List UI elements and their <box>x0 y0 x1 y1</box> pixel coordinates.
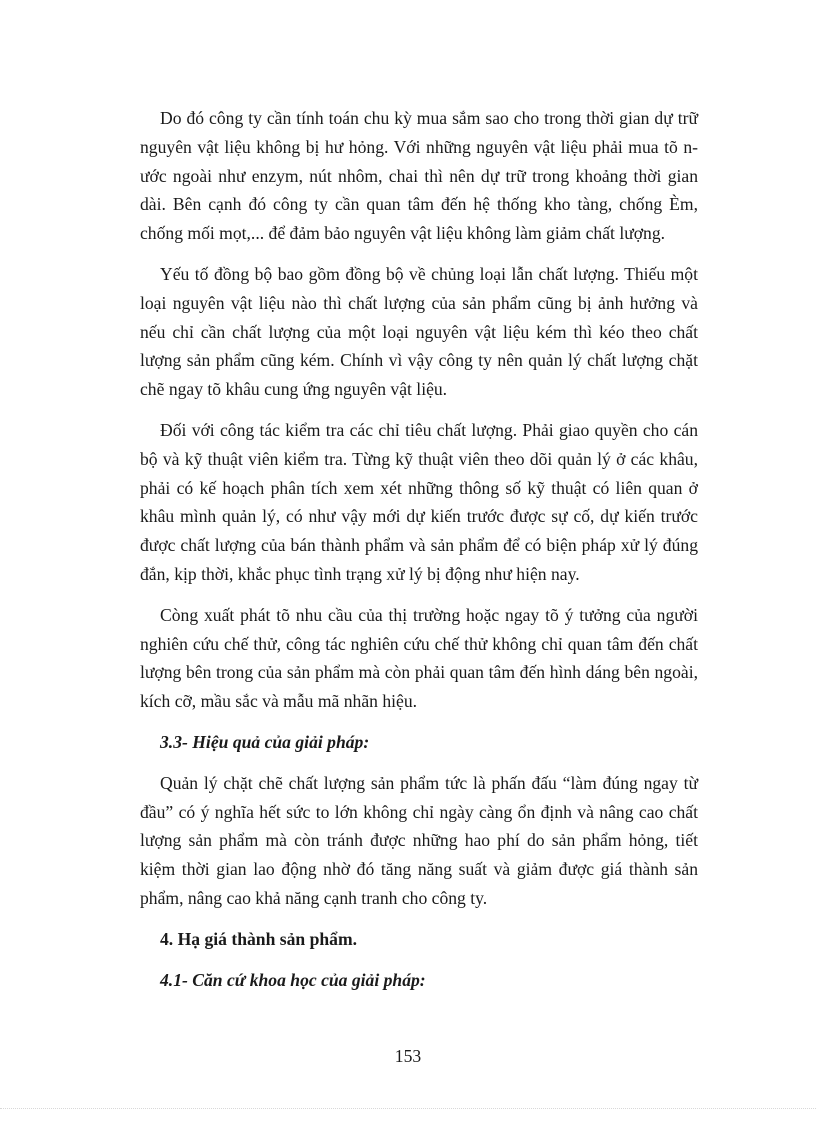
paragraph-quality-inspection: Đối với công tác kiểm tra các chỉ tiêu chất lượng. Phải giao quyền cho cán bộ và kỹ thuật viên kiểm tra. Từng kỹ thuật viên theo dõi quản lý ở các khâu, phải có kế hoạch phân tích xem xét những thông số kỹ thuật có liên quan ở khâu mình quản lý, có như vậy mới dự kiến trước được sự cố, dự kiến trước được chất lượng của bán thành phẩm và sản phẩm để có biện pháp xử lý đúng đắn, kịp thời, khắc phục tình trạng xử lý bị động như hiện nay. <box>140 419 698 584</box>
paragraph-solution-effectiveness: Quản lý chặt chẽ chất lượng sản phẩm tức là phấn đấu “làm đúng ngay từ đầu” có ý nghĩa hết sức to lớn không chỉ ngày càng ổn định và nâng cao chất lượng sản phẩm mà còn tránh được những hao phí do sản phẩm hỏng, tiết kiệm thời gian lao động nhờ đó tăng năng suất và giảm được giá thành sản phẩm, nâng cao khả năng cạnh tranh cho công ty. <box>140 772 698 908</box>
page-body <box>140 104 698 1006</box>
section-4-1-heading: 4.1- Căn cứ khoa học của giải pháp: <box>160 969 426 990</box>
paragraph-product-research: Còng xuất phát tõ nhu cầu của thị trường hoặc ngay tõ ý tưởng của người nghiên cứu chế thử, công tác nghiên cứu chế thử không chỉ quan tâm đến chất lượng bên trong của sản phẩm mà còn phải quan tâm đến hình dáng bên ngoài, kích cỡ, mầu sắc và mẫu mã nhãn hiệu. <box>140 604 698 712</box>
paragraph-synchronization: Yếu tố đồng bộ bao gồm đồng bộ về chủng loại lẫn chất lượng. Thiếu một loại nguyên vật liệu nào thì chất lượng của sản phẩm cũng bị ảnh hưởng và nếu chỉ cần chất lượng của một loại nguyên vật liệu kém thì kéo theo chất lượng sản phẩm cũng kém. Chính vì vậy công ty nên quản lý chất lượng chặt chẽ ngay tõ khâu cung ứng nguyên vật liệu. <box>140 263 698 400</box>
page-bottom-divider <box>0 1108 816 1109</box>
section-3-3-heading: 3.3- Hiệu quả của giải pháp: <box>160 731 370 752</box>
section-4-heading: 4. Hạ giá thành sản phẩm. <box>160 928 358 949</box>
paragraph-storage: Do đó công ty cần tính toán chu kỳ mua sắm sao cho trong thời gian dự trữ nguyên vật liệu không bị hư hỏng. Với những nguyên vật liệu phải mua tõ nước ngoài như enzym, nút nhôm, chai thì nên dự trữ trong khoảng thời gian dài. Bên cạnh đó công ty cần quan tâm đến hệ thống kho tàng, chống Èm, chống mối mọt,... để đảm bảo nguyên vật liệu không làm giảm chất lượng. <box>140 108 698 244</box>
page-number: 153 <box>394 1046 422 1066</box>
